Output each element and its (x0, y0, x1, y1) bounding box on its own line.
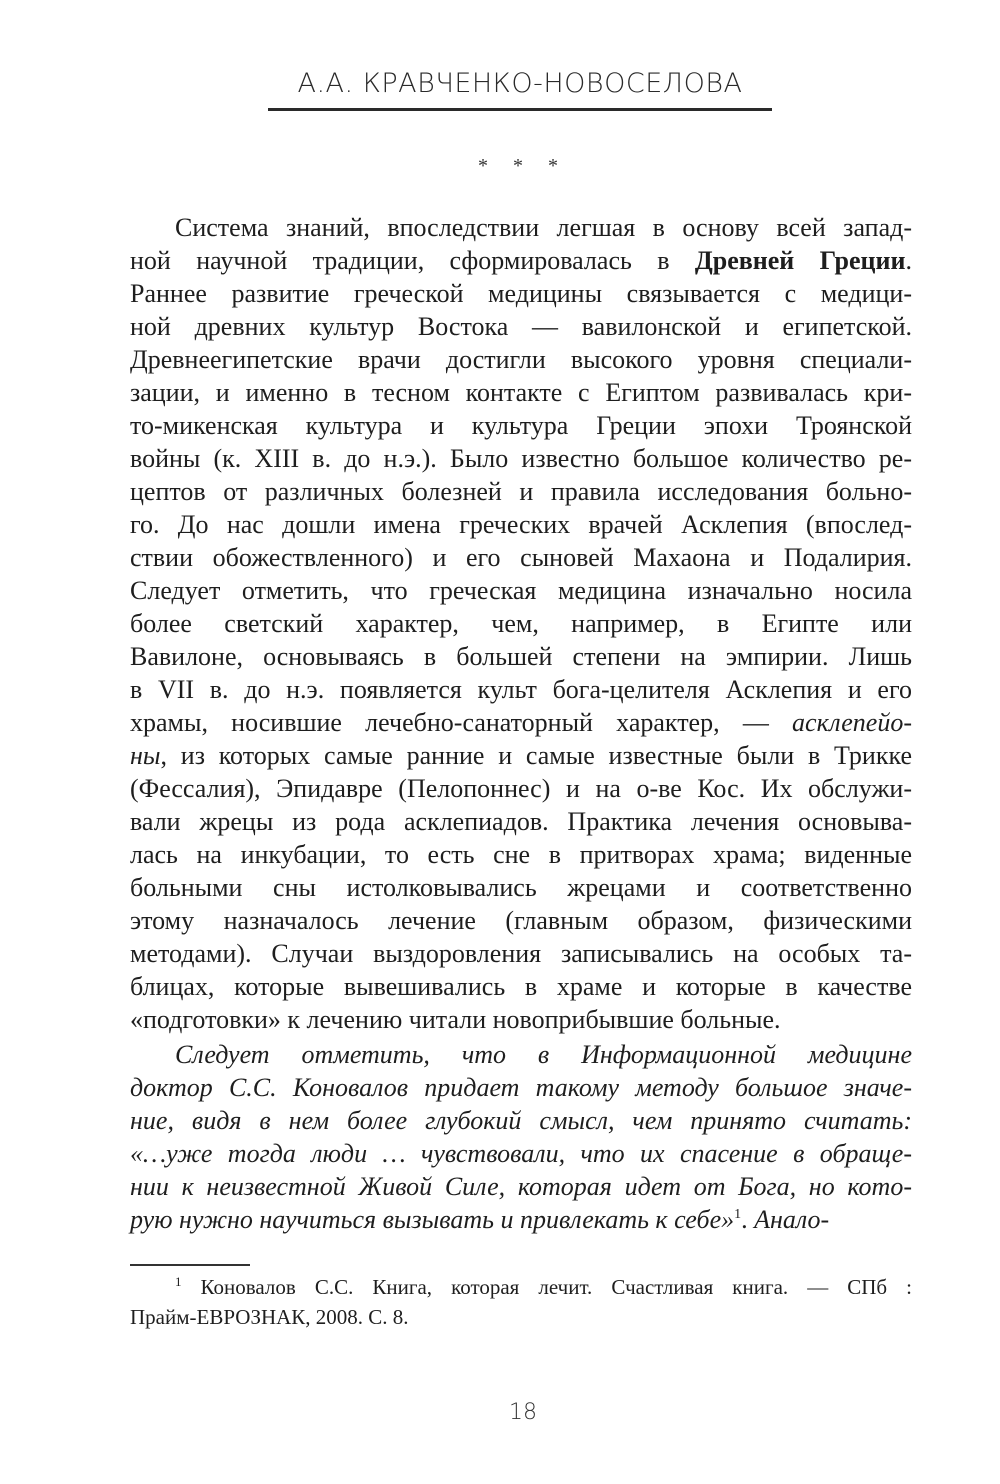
text-line (130, 277, 912, 310)
text-run: вали жрецы из рода асклепиадов. Практика лечения основыва- (130, 807, 912, 836)
text-run: блицах, которые вывешивались в храме и которые в качестве (130, 972, 912, 1001)
italic-text: «…уже тогда люди … чувствовали, что их спасение в обраще- (130, 1139, 912, 1168)
bold-text: Древней Греции (694, 246, 906, 275)
footnote (130, 1272, 912, 1332)
text-run: ной научной традиции, сформировалась в (130, 246, 695, 275)
text-line (130, 1003, 912, 1036)
text-run: Древнеегипетские врачи достигли высокого уровня специали- (130, 345, 912, 374)
text-line (130, 640, 912, 673)
text-line (130, 673, 912, 706)
body-text (130, 211, 912, 1236)
text-run: Коновалов С.С. Книга, которая лечит. Счастливая книга. — СПб : (181, 1275, 912, 1299)
text-line (130, 1170, 912, 1203)
text-line (130, 1272, 912, 1302)
text-line (130, 409, 912, 442)
text-run: зации, и именно в тесном контакте с Египтом развивалась кри- (130, 378, 912, 407)
italic-text: асклепейо- (792, 708, 912, 737)
text-line (130, 937, 912, 970)
text-line (130, 244, 912, 277)
text-line (130, 442, 912, 475)
text-run: то-микенская культура и культура Греции эпохи Троянской (130, 411, 912, 440)
text-run: войны (к. XIII в. до н.э.). Было известно большое количество ре- (130, 444, 912, 473)
italic-text: нии к неизвестной Живой Силе, которая идет от Бога, но кото- (130, 1172, 912, 1201)
text-line (130, 607, 912, 640)
text-run: цептов от различных болезней и правила исследования больно- (130, 477, 912, 506)
italic-text: ны (130, 741, 161, 770)
italic-text: рую нужно научиться вызывать и привлекать к себе» (130, 1205, 735, 1234)
text-line (130, 574, 912, 607)
text-line (130, 1104, 912, 1137)
text-line (130, 904, 912, 937)
text-run: в VII в. до н.э. появляется культ бога-целителя Асклепия и его (130, 675, 912, 704)
text-line (130, 475, 912, 508)
text-run: Следует отметить, что греческая медицина изначально носила (130, 576, 912, 605)
text-run: ной древних культур Востока — вавилонской и египетской. (130, 312, 912, 341)
header-rule (268, 108, 772, 111)
text-line (130, 805, 912, 838)
text-line (130, 1071, 912, 1104)
text-line (130, 508, 912, 541)
italic-text: Анало- (754, 1205, 830, 1234)
italic-text: ние, видя в нем более глубокий смысл, чем принято считать: (130, 1106, 912, 1135)
text-run: больными сны истолковывались жрецами и соответственно (130, 873, 912, 902)
paragraph (130, 1038, 912, 1236)
text-line (130, 706, 912, 739)
text-run: . (741, 1205, 755, 1234)
text-line (130, 970, 912, 1003)
text-line (130, 310, 912, 343)
text-run: . (905, 246, 912, 275)
text-line (130, 1137, 912, 1170)
text-run: «подготовки» к лечению читали новоприбывшие больные. (130, 1005, 781, 1034)
text-run: Вавилоне, основываясь в большей степени на эмпирии. Лишь (130, 642, 912, 671)
footnote-marker: 1 (175, 1274, 182, 1289)
text-run: Раннее развитие греческой медицины связывается с медици- (130, 279, 912, 308)
text-run: , из которых самые ранние и самые известные были в Трикке (160, 741, 912, 770)
text-line (130, 838, 912, 871)
text-line (130, 871, 912, 904)
text-run: Система знаний, впоследствии легшая в основу всей запад- (175, 213, 912, 242)
italic-text: доктор С.С. Коновалов придает такому методу большое значе- (130, 1073, 912, 1102)
page-number: 18 (509, 1400, 537, 1425)
text-run: Прайм-ЕВРОЗНАК, 2008. С. 8. (130, 1305, 409, 1329)
text-line (130, 541, 912, 574)
text-run: лась на инкубации, то есть сне в притворах храма; виденные (130, 840, 912, 869)
text-run: го. До нас дошли имена греческих врачей Асклепия (впослед- (130, 510, 912, 539)
text-line (130, 1203, 912, 1236)
text-line (130, 1302, 912, 1332)
text-line (130, 739, 912, 772)
text-run: (Фессалия), Эпидавре (Пелопоннес) и на о-ве Кос. Их обслужи- (130, 774, 912, 803)
text-line (130, 772, 912, 805)
section-separator: * * * (478, 155, 568, 177)
text-run: этому назначалось лечение (главным образом, физическими (130, 906, 912, 935)
italic-text: Следует отметить, что в Информационной медицине (175, 1040, 912, 1069)
text-run: методами). Случаи выздоровления записывались на особых та- (130, 939, 912, 968)
footnote-marker: 1 (734, 1207, 742, 1222)
text-run: более светский характер, чем, например, в Египте или (130, 609, 912, 638)
text-run: храмы, носившие лечебно-санаторный характер, — (130, 708, 793, 737)
text-line (130, 211, 912, 244)
footnote-rule (130, 1264, 250, 1266)
running-head: А.А. КРАВЧЕНКО-НОВОСЕЛОВА (297, 68, 743, 99)
text-line (130, 1038, 912, 1071)
text-line (130, 343, 912, 376)
text-run: ствии обожествленного) и его сыновей Махаона и Подалирия. (130, 543, 912, 572)
paragraph (130, 211, 912, 1036)
text-line (130, 376, 912, 409)
